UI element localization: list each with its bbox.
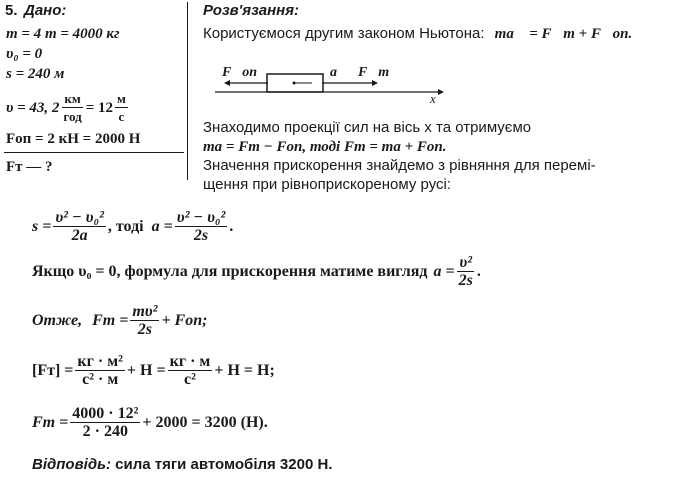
diagram-label-traction: F⃗т [358, 65, 390, 80]
f1-numerator2: υ² − υ₀² [176, 209, 226, 226]
f2-fraction [457, 254, 475, 289]
f4-numerator2: кг · м [169, 353, 211, 370]
f1-a: a = [151, 217, 173, 235]
given-title: Дано: [24, 2, 67, 19]
unit-s: с [118, 109, 125, 124]
f4-fraction1 [75, 353, 125, 388]
f3-denominator: 2s [137, 321, 153, 338]
f1-then: , тоді [107, 217, 144, 235]
newton-law-formula: ma⃗ = F⃗т + F⃗оп. [494, 26, 633, 42]
velocity-converted: = 12 [85, 99, 113, 116]
f5-fraction [70, 405, 140, 440]
diagram-label-acceleration: a⃗ [330, 65, 348, 80]
x-axis-arrowhead [438, 89, 444, 95]
f3-therefore: Отже, [32, 311, 83, 329]
f1-end: . [229, 217, 234, 235]
solution-line-acceleration-a: Значення прискорення знайдемо з рівняння для перемі- [203, 157, 596, 174]
f5-lhs: Fт = [32, 413, 69, 431]
f2-numerator: υ² [459, 254, 473, 271]
given-initial-velocity: υ₀ = 0 [6, 46, 43, 62]
formula-traction [32, 303, 207, 338]
f5-denominator: 2 · 240 [82, 423, 128, 440]
f4-denominator2: с² [184, 371, 196, 388]
solution-line-newton [203, 25, 632, 43]
unit-hour: год [63, 109, 82, 124]
column-divider [187, 2, 188, 180]
velocity-value: υ = 43, 2 [6, 99, 60, 116]
f2-denominator: 2s [458, 272, 473, 289]
f5-numerator: 4000 · 12² [72, 405, 139, 422]
f1-denominator2: 2s [193, 227, 209, 244]
diagram-label-x: x [430, 91, 436, 106]
f2-a: a = [433, 262, 455, 280]
given-mass: m = 4 т = 4000 кг [6, 26, 120, 42]
formula-acceleration [32, 254, 481, 289]
f4-numerator1: кг · м² [77, 353, 123, 370]
given-divider [4, 152, 184, 153]
f1-s: s = [32, 217, 52, 235]
f5-end: + 2000 = 3200 (Н). [142, 413, 268, 431]
f3-fraction [130, 303, 159, 338]
center-dot [293, 82, 296, 85]
f3-end: + Fоп; [161, 311, 208, 329]
f4-fraction2 [168, 353, 213, 388]
answer-text: сила тяги автомобіля 3200 Н. [115, 456, 333, 473]
f4-denominator1: с² · м [82, 371, 119, 388]
problem-number: 5. [5, 2, 18, 19]
velocity-unit-ms [115, 90, 128, 125]
unit-km: км [64, 91, 81, 106]
diagram-label-resistance: F⃗оп [222, 65, 258, 80]
f4-end: + Н = Н; [214, 361, 275, 379]
solution-line-acceleration-b: щення при рівноприскореному русі: [203, 176, 452, 193]
f3-ft: Fт = [92, 311, 129, 329]
given-distance: s = 240 м [6, 66, 65, 82]
given-velocity [6, 90, 130, 125]
unit-m: м [117, 91, 126, 106]
formula-displacement [32, 209, 233, 244]
answer-label: Відповідь: [32, 456, 111, 473]
answer-line [32, 456, 332, 474]
f1-fraction2 [175, 209, 228, 244]
f2-end: . [476, 262, 481, 280]
f2-text: Якщо υ₀ = 0, формула для прискорення матиме вигляд [32, 262, 428, 280]
newton-law-text: Користуємося другим законом Ньютона: [203, 25, 485, 42]
f1-denominator: 2a [71, 227, 88, 244]
formula-units [32, 353, 275, 388]
velocity-unit-kmh [61, 90, 83, 125]
given-resistance-force: Fоп = 2 кН = 2000 Н [6, 131, 141, 147]
solution-title: Розв'язання: [203, 2, 300, 19]
f1-fraction [53, 209, 106, 244]
solution-line-projections: Знаходимо проекції сил на вісь x та отримуємо [203, 119, 532, 136]
f4-lhs: [Fт] = [32, 361, 74, 379]
formula-calculation [32, 405, 268, 440]
f1-numerator: υ² − υ₀² [55, 209, 104, 226]
solution-line-equation: ma = Fт − Fоп, тоді Fт = ma + Fоп. [203, 139, 447, 155]
f4-mid: + Н = [126, 361, 166, 379]
find-traction-force: Fт — ? [6, 159, 53, 175]
f3-numerator: mυ² [132, 303, 158, 320]
